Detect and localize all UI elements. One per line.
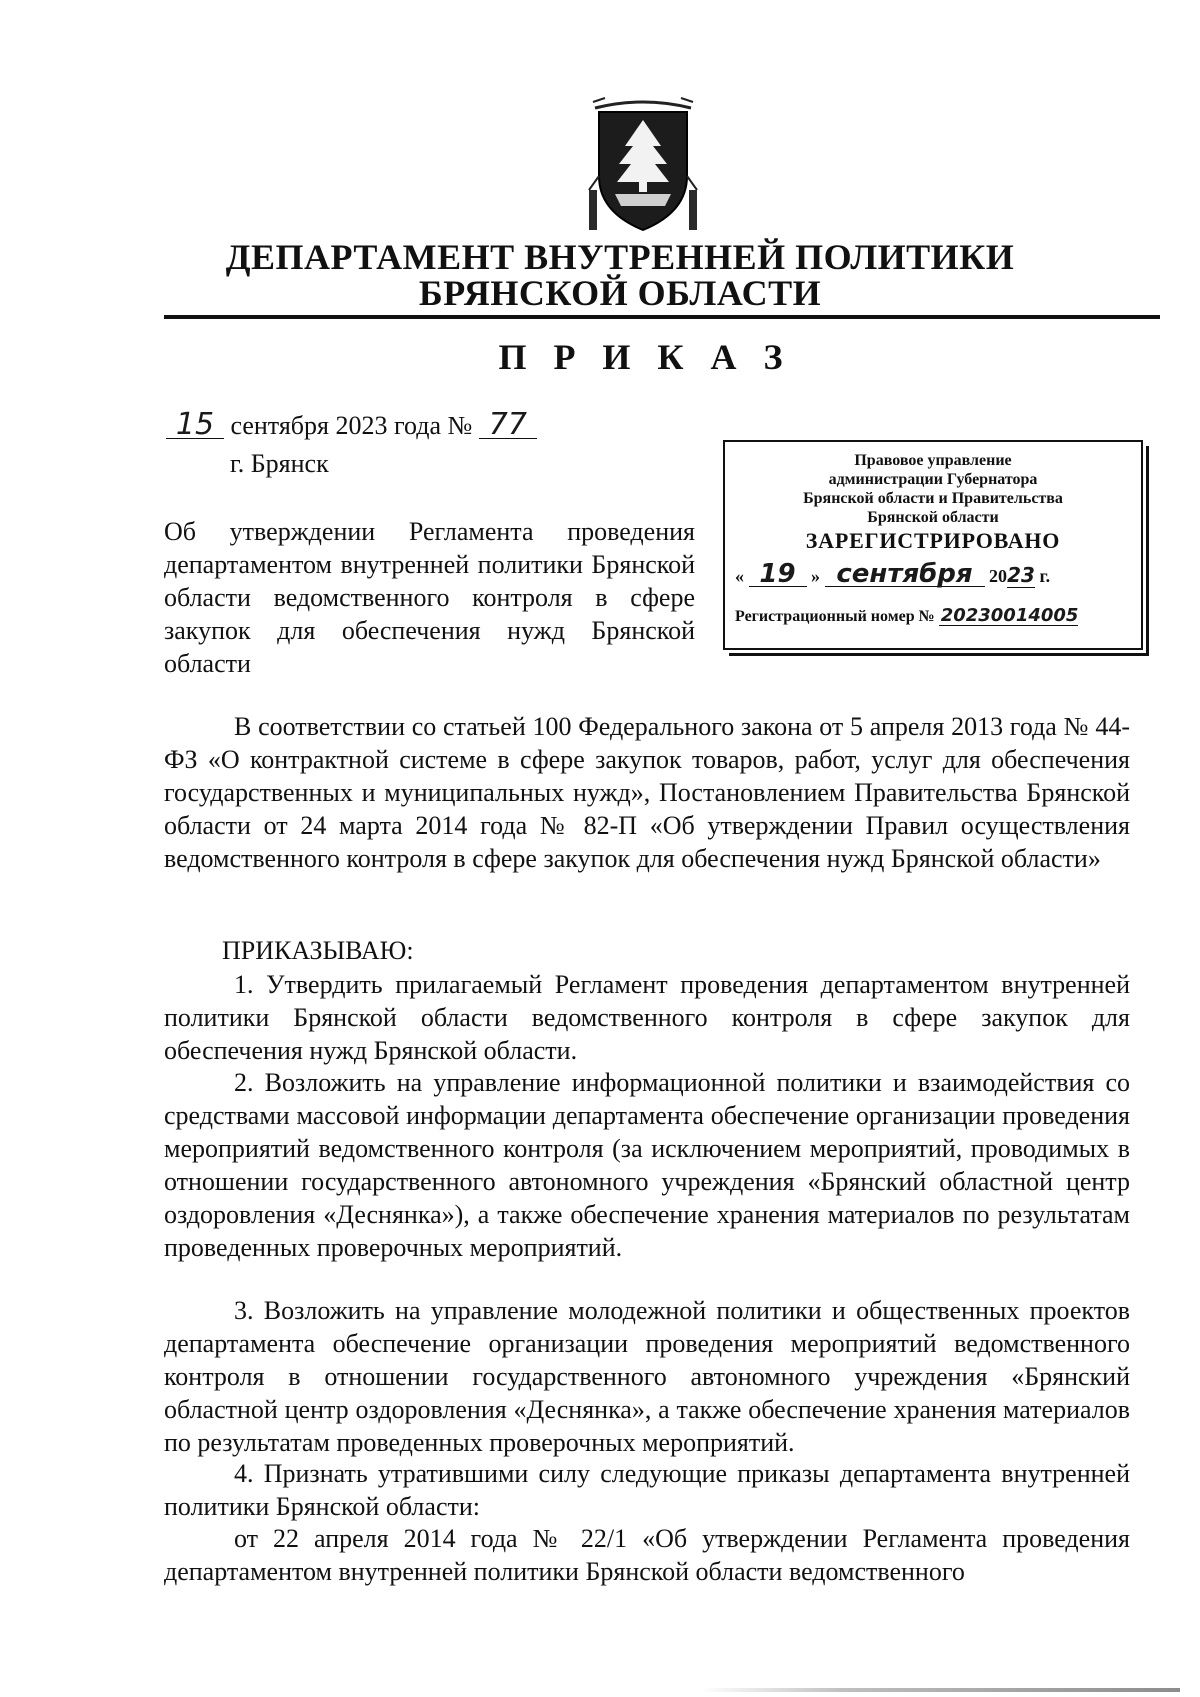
coat-of-arms-emblem	[585, 94, 701, 236]
order-item-4-subitem: от 22 апреля 2014 года № 22/1 «Об утверждении Регламента проведения департаментом внутренней политики Брянской области ведомственного	[164, 1524, 1130, 1586]
preamble-paragraph: В соответствии со статьей 100 Федерального закона от 5 апреля 2013 года № 44-ФЗ «О контрактной системе в сфере закупок товаров, работ, услуг для обеспечения государственных и муниципальных нужд», Постановлением Правительства Брянской области от 24 марта 2014 года № 82-П «Об утверждении Правил осуществления ведомственного контроля в сфере закупок для обеспечения нужд Брянской области»	[164, 712, 1130, 873]
city-line: г. Брянск	[230, 449, 329, 478]
department-name-line-2: БРЯНСКОЙ ОБЛАСТИ	[418, 273, 822, 313]
stamp-registration-number	[735, 607, 1135, 626]
order-item-1: 1. Утвердить прилагаемый Регламент проведения департаментом внутренней политики Брянской области ведомственного контроля в сфере закупок для обеспечения нужд Брянской области.	[164, 970, 1130, 1065]
stamp-handwritten-reg-number: 20230014005	[940, 605, 1079, 626]
stamp-handwritten-day: 19	[749, 562, 807, 587]
stamp-org-line-4: Брянской области	[867, 509, 999, 526]
stamp-registration-date	[735, 559, 1135, 589]
order-item-2: 2. Возложить на управление информационной политики и взаимодействия со средствами массовой информации департамента обеспечение организации проведения мероприятий ведомственного контроля (за исключением мероприятий, проводимых в отношении государственного автономного учреждения «Брянский областной центр оздоровления «Деснянка»), а также обеспечение хранения материалов по результатам проведенных проверочных мероприятий.	[164, 1068, 1130, 1262]
header-divider	[164, 315, 1160, 319]
order-subject: Об утверждении Регламента проведения департаментом внутренней политики Брянской области ведомственного контроля в сфере закупок для обеспечения нужд Брянской области	[164, 517, 695, 678]
stamp-org-line-2: администрации Губернатора	[828, 471, 1038, 488]
handwritten-order-number: 77	[479, 412, 537, 439]
stamp-year-label: г.	[1039, 566, 1051, 586]
stamp-reg-number-label: Регистрационный номер №	[735, 608, 935, 625]
stamp-handwritten-month: сентября	[825, 562, 985, 587]
stamp-org-line-1: Правовое управление	[854, 452, 1012, 469]
order-item-3: 3. Возложить на управление молодежной политики и общественных проектов департамента обеспечение организации проведения мероприятий ведомственного контроля в отношении государственного автономного учреждения «Брянский областной центр оздоровления «Деснянка», а также обеспечение хранения материалов по результатам проведенных проверочных мероприятий.	[164, 1296, 1130, 1457]
order-directive-heading: ПРИКАЗЫВАЮ:	[222, 936, 414, 965]
stamp-quote-open: «	[735, 566, 744, 586]
registration-stamp	[723, 440, 1143, 650]
document-type-title: П Р И К А З	[498, 337, 792, 377]
stamp-quote-close: »	[811, 566, 820, 586]
stamp-org-line-3: Брянской области и Правительства	[803, 490, 1063, 507]
order-date-line	[166, 407, 537, 442]
order-item-4: 4. Признать утратившими силу следующие приказы департамента внутренней политики Брянской области:	[164, 1459, 1130, 1521]
handwritten-day: 15	[166, 412, 224, 439]
stamp-year-prefix: 20	[989, 566, 1007, 586]
order-date-text: сентября 2023 года №	[230, 411, 473, 440]
department-name-line-1: ДЕПАРТАМЕНТ ВНУТРЕННЕЙ ПОЛИТИКИ	[225, 237, 1015, 277]
stamp-status: ЗАРЕГИСТРИРОВАНО	[805, 528, 1061, 553]
scan-edge-artifact	[700, 1688, 1180, 1692]
stamp-handwritten-year-suffix: 23	[1007, 563, 1035, 587]
